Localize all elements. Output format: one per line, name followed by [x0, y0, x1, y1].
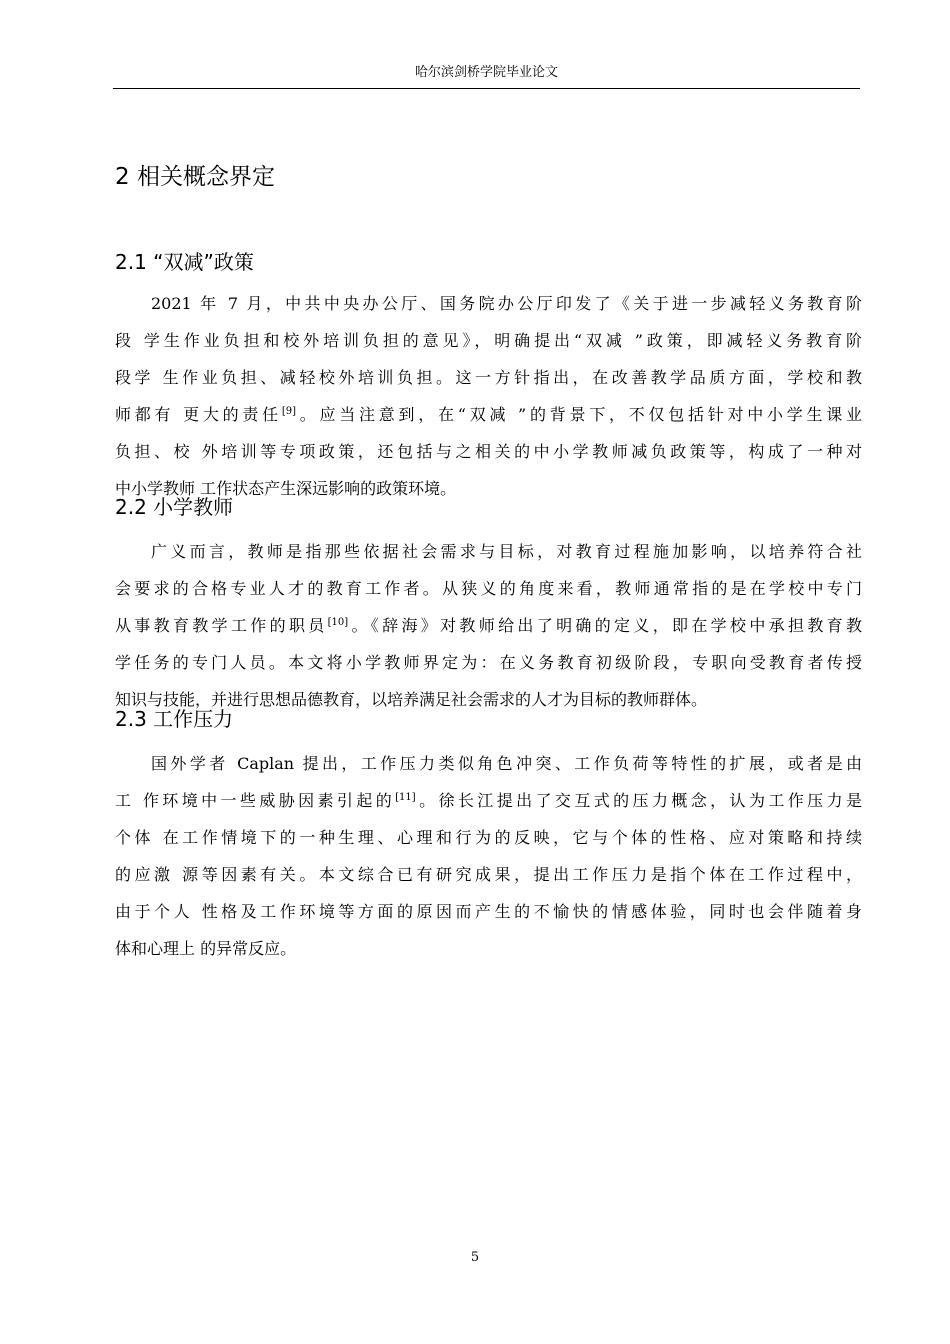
paragraph-2-1 [115, 285, 862, 507]
text-line: 的应激 源等因素有关。本文综合已有研究成果，提出工作压力是指个体在工作过程中， [115, 865, 862, 884]
text-line: 中小学教师 工作状态产生深远影响的政策环境。 [115, 479, 457, 498]
text-line: 个体 在工作情境下的一种生理、心理和行为的反映，它与个体的性格、应对策略和持续 [115, 828, 862, 847]
text-line: 知识与技能，并进行思想品德教育，以培养满足社会需求的人才为目标的教师群体。 [115, 690, 708, 709]
section-title-2-2: 2.2 小学教师 [115, 495, 234, 519]
text-line: 段学 生作业负担、减轻校外培训负担。这一方针指出，在改善教学品质方面，学校和教 [115, 368, 862, 387]
chapter-title: 2 相关概念界定 [115, 164, 275, 190]
text-line: 2021 年 7 月，中共中央办公厅、国务院办公厅印发了《关于进一步减轻义务教育阶 [151, 294, 862, 313]
text-line: 国外学者 Caplan 提出，工作压力类似角色冲突、工作负荷等特性的扩展，或者是由 [151, 754, 862, 773]
text-line: 从事教育教学工作的职员[10]。《辞海》对教师给出了明确的定义，即在学校中承担教育教 [115, 616, 862, 635]
text-line: 学任务的专门人员。本文将小学教师界定为：在义务教育初级阶段，专职向受教育者传授 [115, 653, 862, 672]
section-title-2-1: 2.1 “双减”政策 [115, 250, 254, 274]
section-title-2-3: 2.3 工作压力 [115, 707, 234, 731]
paragraph-2-2 [115, 533, 862, 718]
running-header: 哈尔滨剑桥学院毕业论文 [414, 65, 558, 80]
page-number: 5 [470, 1250, 480, 1265]
text-line: 会要求的合格专业人才的教育工作者。从狭义的角度来看，教师通常指的是在学校中专门 [115, 579, 862, 598]
text-line: 体和心理上 的异常反应。 [115, 939, 297, 958]
text-line: 师都有 更大的责任[9]。应当注意到，在“双减 ”的背景下，不仅包括针对中小学生课业 [115, 405, 862, 424]
paragraph-2-3 [115, 745, 862, 967]
citation-10: [10] [327, 617, 349, 628]
header-rule [113, 88, 860, 89]
text-line: 由于个人 性格及工作环境等方面的原因而产生的不愉快的情感体验，同时也会伴随着身 [115, 902, 862, 921]
text-line: 段 学生作业负担和校外培训负担的意见》，明确提出“双减 ”政策，即减轻义务教育阶 [115, 331, 862, 350]
text-line: 负担、校 外培训等专项政策，还包括与之相关的中小学教师减负政策等，构成了一种对 [115, 442, 862, 461]
citation-9: [9] [281, 406, 297, 417]
text-line: 工 作环境中一些威胁因素引起的[11]。徐长江提出了交互式的压力概念，认为工作压力是 [115, 791, 862, 810]
citation-11: [11] [395, 792, 416, 803]
text-line: 广义而言，教师是指那些依据社会需求与目标，对教育过程施加影响，以培养符合社 [151, 542, 862, 561]
